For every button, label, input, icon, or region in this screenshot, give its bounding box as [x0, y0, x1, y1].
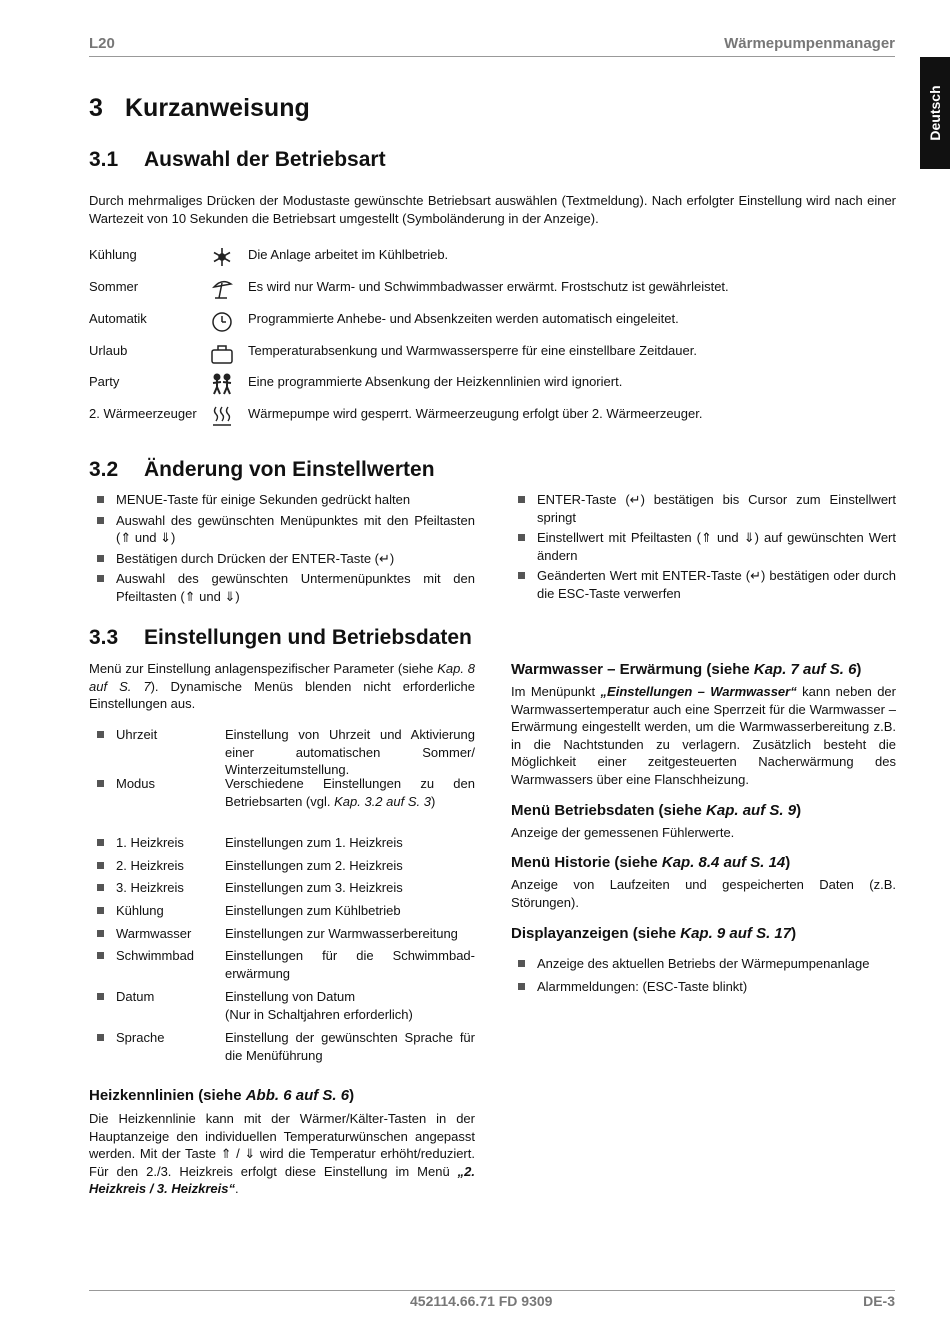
parasol-icon	[207, 277, 237, 301]
betriebsdaten-text: Anzeige der gemessenen Fühlerwerte.	[511, 825, 735, 840]
list-item: Auswahl des gewünschten Untermenüpunktes mit den Pfeiltasten (⇑ und ⇓)	[89, 570, 475, 605]
settings-row: 2. Heizkreis Einstellungen zum 2. Heizkreis	[89, 857, 475, 875]
heat-waves-icon	[207, 404, 237, 428]
header-title: Wärmepumpenmanager	[724, 35, 895, 52]
settings-row: Sprache Einstellung der gewünschten Sprache für die Menüführung	[89, 1029, 475, 1065]
list-item: ENTER-Taste (↵) bestätigen bis Cursor zum Einstellwert springt	[510, 491, 896, 526]
displayanzeigen-list	[510, 955, 896, 995]
heizkennlinien-text: Die Heizkennlinie kann mit der Wärmer/Kälter-Tasten in der Hauptanzeige den individuellen Temperaturwünschen angepasst werden. Mit der Taste ⇑ / ⇓ wird die Temperatur erhöht/reduziert. Für den 2./3. Heizkreis erfolgt diese Einstellung im Menü „2. Heizkreis / 3. Heizkreis“.	[89, 1111, 475, 1196]
betriebsdaten-heading: Menü Betriebsdaten (siehe Kap. auf S. 9)	[511, 802, 802, 819]
displayanzeigen-heading: Displayanzeigen (siehe Kap. 9 auf S. 17)	[511, 925, 797, 942]
list-item: Alarmmeldungen: (ESC-Taste blinkt)	[510, 978, 896, 996]
section-3-1-heading: 3.1 Auswahl der Betriebsart	[89, 148, 386, 171]
section-3-2-heading: 3.2 Änderung von Einstellwerten	[89, 458, 435, 481]
list-item: Bestätigen durch Drücken der ENTER-Taste (↵)	[89, 550, 475, 568]
warmwasser-heading: Warmwasser – Erwärmung (siehe Kap. 7 auf S. 6)	[511, 661, 862, 678]
settings-row: Kühlung Einstellungen zum Kühlbetrieb	[89, 902, 475, 920]
mode-row: Sommer Es wird nur Warm- und Schwimmbadwasser erwärmt. Frostschutz ist gewährleistet.	[89, 279, 899, 301]
settings-row: Schwimmbad Einstellungen für die Schwimmbad-erwärmung	[89, 947, 475, 983]
warmwasser-text: Im Menüpunkt „Einstellungen – Warmwasser“ kann neben der Warmwassertemperatur auch eine Sperrzeit für die Warmwasser – Erwärmung eingestellt werden, um die Warmwasserbereitung z.B. in die Nachtstunden zu verlagern. Zusätzlich besteht die Möglichkeit einer zeitgesteuerten Nacherwärmung des Warmwassers über eine Flanschheizung.	[511, 684, 896, 787]
heizkennlinien-heading: Heizkennlinien (siehe Abb. 6 auf S. 6)	[89, 1087, 355, 1104]
chapter-title: 3 Kurzanweisung	[89, 94, 310, 122]
header-model: L20	[89, 35, 115, 52]
section-3-1-intro: Durch mehrmaliges Drücken der Modustaste gewünschte Betriebsart auswählen (Textmeldung). Nach erfolgter Einstellung wird nach einer Wartezeit von 10 Sekunden die Betriebsart umgestellt (Symboländerung in der Anzeige).	[89, 193, 896, 226]
clock-icon	[207, 309, 237, 333]
footer-document-code: 452114.66.71 FD 9309	[410, 1293, 553, 1309]
settings-row: 3. Heizkreis Einstellungen zum 3. Heizkreis	[89, 879, 475, 897]
list-item: Einstellwert mit Pfeiltasten (⇑ und ⇓) auf gewünschten Wert ändern	[510, 529, 896, 564]
mode-row: 2. Wärmeerzeuger Wärmepumpe wird gesperrt. Wärmeerzeugung erfolgt über 2. Wärmeerzeuger.	[89, 406, 899, 428]
suitcase-icon	[207, 341, 237, 365]
section-3-3-intro: Menü zur Einstellung anlagenspezifischer Parameter (siehe Kap. 8 auf S. 7). Dynamische Menüs blenden nicht erforderliche Einstellungen aus.	[89, 661, 476, 711]
section-3-2-right-list	[510, 491, 896, 602]
settings-row: Datum Einstellung von Datum (Nur in Schaltjahren erforderlich)	[89, 988, 475, 1024]
historie-text: Anzeige von Laufzeiten und gespeicherten Daten (z.B. Störungen).	[511, 877, 896, 910]
historie-heading: Menü Historie (siehe Kap. 8.4 auf S. 14)	[511, 854, 791, 871]
section-3-3-heading: 3.3 Einstellungen und Betriebsdaten	[89, 626, 472, 649]
snowflake-icon	[207, 245, 237, 269]
footer-divider	[89, 1290, 895, 1291]
settings-row: Warmwasser Einstellungen zur Warmwasserbereitung	[89, 925, 475, 943]
list-item: Anzeige des aktuellen Betriebs der Wärmepumpenanlage	[510, 955, 896, 973]
settings-row: Uhrzeit Einstellung von Uhrzeit und Aktivierung einer automatischen Sommer/ Winterzeitumstellung.	[89, 726, 475, 766]
language-tab	[920, 57, 950, 169]
header-divider	[89, 56, 895, 57]
section-3-2-left-list	[89, 491, 475, 605]
language-tab-label: Deutsch	[927, 85, 943, 141]
list-item: Geänderten Wert mit ENTER-Taste (↵) bestätigen oder durch die ESC-Taste verwerfen	[510, 567, 896, 602]
mode-row: Urlaub Temperaturabsenkung und Warmwassersperre für eine einstellbare Zeitdauer.	[89, 343, 899, 365]
mode-row: Automatik Programmierte Anhebe- und Absenkzeiten werden automatisch eingeleitet.	[89, 311, 899, 333]
mode-row: Party Eine programmierte Absenkung der Heizkennlinien wird ignoriert.	[89, 374, 899, 396]
list-item: MENUE-Taste für einige Sekunden gedrückt halten	[89, 491, 475, 509]
settings-row: 1. Heizkreis Einstellungen zum 1. Heizkreis	[89, 834, 475, 852]
settings-row: Modus Verschiedene Einstellungen zu den Betriebsarten (vgl. Kap. 3.2 auf S. 3)	[89, 775, 475, 815]
party-icon	[207, 372, 237, 396]
footer-page-number: DE-3	[863, 1293, 895, 1309]
mode-row: Kühlung Die Anlage arbeitet im Kühlbetrieb.	[89, 247, 899, 269]
list-item: Auswahl des gewünschten Menüpunktes mit den Pfeiltasten (⇑ und ⇓)	[89, 512, 475, 547]
